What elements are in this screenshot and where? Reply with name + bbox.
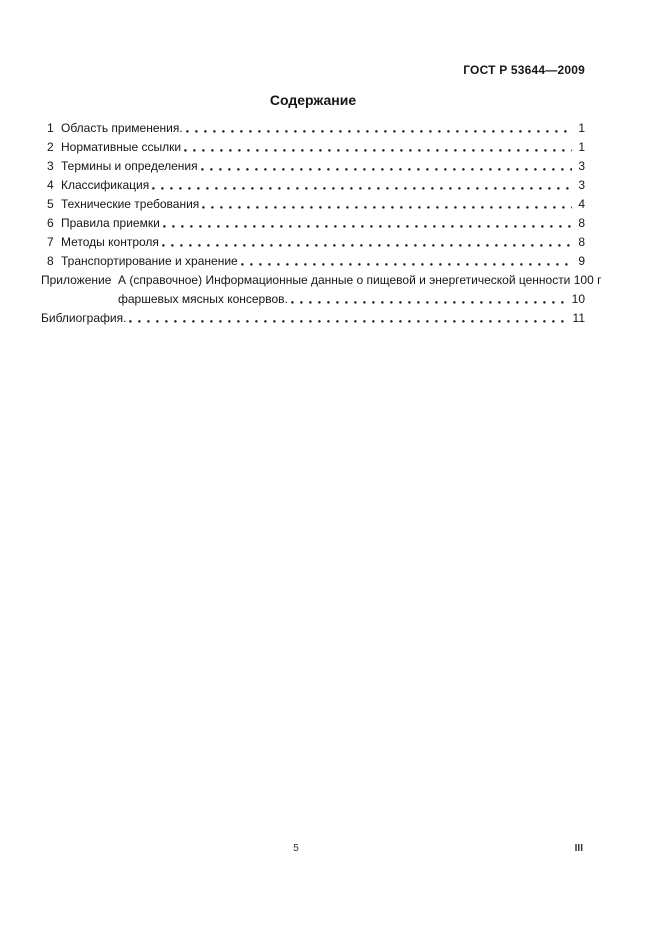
toc-entry-title: Библиография. bbox=[41, 311, 127, 325]
toc-entry bbox=[41, 157, 585, 176]
toc-entry bbox=[41, 195, 585, 214]
toc-entry-number: 3 bbox=[47, 159, 54, 173]
standard-designation: ГОСТ Р 53644—2009 bbox=[463, 63, 585, 77]
toc-entry bbox=[41, 119, 585, 138]
dot-leader bbox=[183, 138, 572, 157]
dot-leader bbox=[128, 309, 569, 328]
toc-entry-number: 1 bbox=[47, 121, 54, 135]
toc-entry-title: фаршевых мясных консервов. bbox=[118, 292, 288, 306]
toc-entry bbox=[41, 214, 585, 233]
toc-appendix-line2 bbox=[41, 290, 585, 309]
dot-leader bbox=[162, 214, 572, 233]
dot-leader bbox=[151, 176, 572, 195]
toc-entry-title: Методы контроля bbox=[61, 235, 159, 249]
toc-entry-page: 3 bbox=[578, 178, 585, 192]
dot-leader bbox=[185, 119, 572, 138]
toc-appendix-line1: Приложение А (справочное) Информационные данные о пищевой и энергетической ценности 100 г bbox=[41, 273, 602, 287]
toc-entry-number: 2 bbox=[47, 140, 54, 154]
dot-leader bbox=[240, 252, 572, 271]
toc-appendix-entry bbox=[41, 271, 602, 309]
toc-entry-number: 7 bbox=[47, 235, 54, 249]
toc-entry-number: 4 bbox=[47, 178, 54, 192]
dot-leader bbox=[290, 290, 569, 309]
toc-entry bbox=[41, 252, 585, 271]
toc-entry bbox=[41, 176, 585, 195]
document-header bbox=[41, 63, 585, 77]
toc-entry-page: 4 bbox=[578, 197, 585, 211]
dot-leader bbox=[200, 157, 572, 176]
toc-entry-title: Область применения. bbox=[61, 121, 183, 135]
toc-bibliography-entry bbox=[41, 309, 585, 328]
toc-entry bbox=[41, 138, 585, 157]
toc-entry-page: 11 bbox=[572, 311, 585, 325]
toc-entry-number: 6 bbox=[47, 216, 54, 230]
toc-entry bbox=[41, 233, 585, 252]
page-title: Содержание bbox=[269, 92, 357, 108]
footer-page-number: 5 bbox=[293, 843, 299, 854]
toc-entry-page: 1 bbox=[578, 121, 585, 135]
toc-entry-title: Термины и определения bbox=[61, 159, 198, 173]
dot-leader bbox=[201, 195, 572, 214]
toc-entry-title: Технические требования bbox=[61, 197, 200, 211]
footer-sheet-number: III bbox=[574, 843, 583, 854]
toc-entry-number: 5 bbox=[47, 197, 54, 211]
toc-entry-title: Нормативные ссылки bbox=[61, 140, 182, 154]
toc-entry-page: 1 bbox=[578, 140, 585, 154]
toc-entry-page: 9 bbox=[578, 254, 585, 268]
toc-entry-page: 3 bbox=[578, 159, 585, 173]
toc-entry-number: 8 bbox=[47, 254, 54, 268]
toc-entry-title: Транспортирование и хранение bbox=[61, 254, 238, 268]
toc-entry-page: 8 bbox=[578, 235, 585, 249]
toc-entry-title: Правила приемки bbox=[61, 216, 160, 230]
toc-entry-page: 8 bbox=[578, 216, 585, 230]
toc-entry-title: Классификация bbox=[61, 178, 150, 192]
table-of-contents bbox=[41, 119, 602, 328]
toc-entry-page: 10 bbox=[571, 292, 585, 306]
dot-leader bbox=[161, 233, 572, 252]
